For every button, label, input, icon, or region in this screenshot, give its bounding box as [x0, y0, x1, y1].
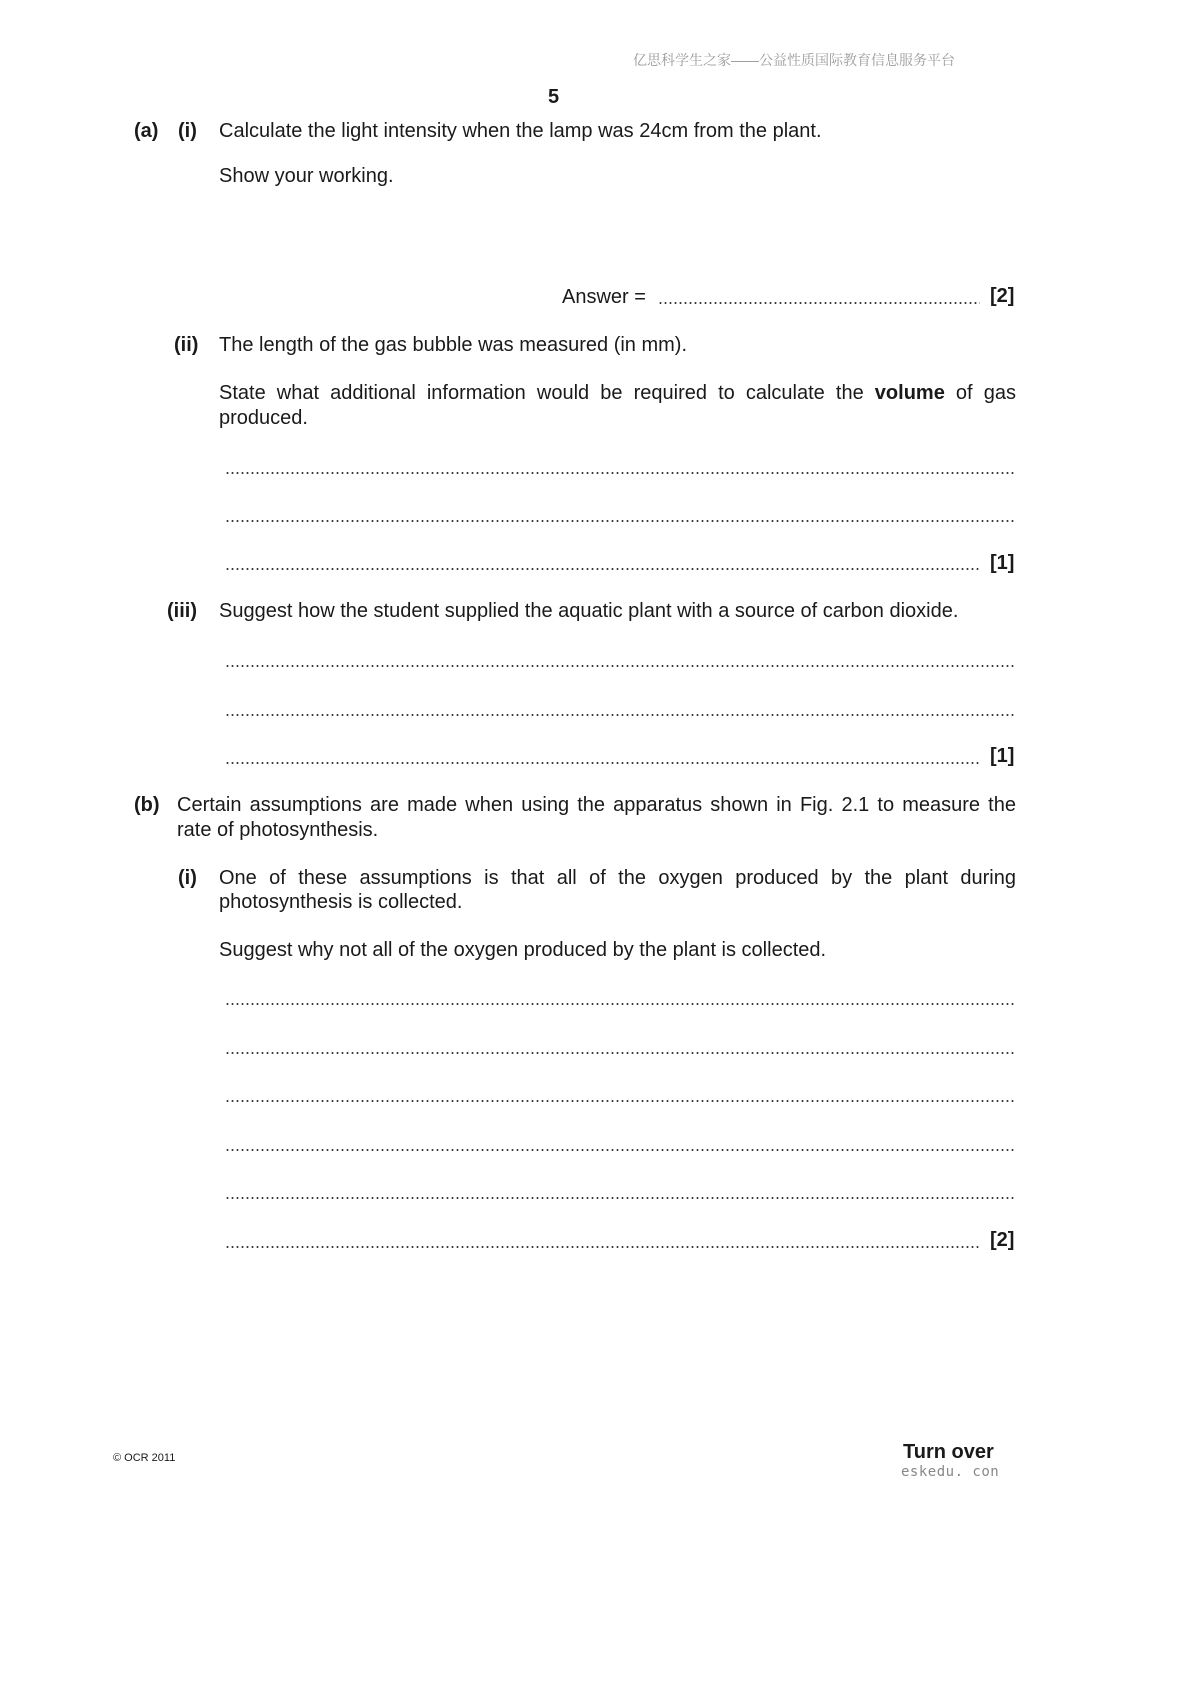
answer-line[interactable]	[225, 1246, 981, 1248]
prompt-word: information	[426, 382, 526, 404]
part-b-i-marks: [2]	[990, 1229, 1015, 1251]
part-b-intro-line2: rate of photosynthesis.	[177, 819, 379, 841]
part-a-label: (a)	[134, 120, 159, 142]
answer-line[interactable]	[225, 1052, 1015, 1054]
part-a-iii-label: (iii)	[167, 600, 197, 622]
prompt-word: what	[276, 382, 320, 404]
part-b-i-statement-line1: One of these assumptions is that all of the oxygen produced by the plant during	[219, 867, 1016, 889]
prompt-word: additional	[330, 382, 416, 404]
prompt-word: the	[835, 382, 864, 404]
part-a-ii-prompt	[219, 380, 1016, 406]
answer-line[interactable]	[225, 520, 1015, 522]
part-b-i-statement-line2: photosynthesis is collected.	[219, 891, 463, 913]
prompt-word: gas	[983, 382, 1016, 404]
part-a-ii-marks: [1]	[990, 552, 1015, 574]
answer-line[interactable]	[225, 472, 1015, 474]
prompt-word: State	[219, 382, 266, 404]
part-b-i-label: (i)	[178, 867, 197, 889]
answer-label: Answer =	[562, 286, 646, 308]
prompt-word: of	[955, 382, 973, 404]
prompt-word: would	[536, 382, 590, 404]
watermark-text: 亿思科学生之家——公益性质国际教育信息服务平台	[633, 52, 955, 68]
answer-line[interactable]	[225, 762, 981, 764]
answer-line[interactable]	[225, 1149, 1015, 1151]
part-a-ii-label: (ii)	[174, 334, 199, 356]
part-b-i-question: Suggest why not all of the oxygen produced by the plant is collected.	[219, 939, 827, 961]
turn-over-text: Turn over	[903, 1441, 994, 1463]
answer-line[interactable]	[225, 1197, 1015, 1199]
prompt-word: required	[633, 382, 707, 404]
page-number: 5	[548, 86, 560, 108]
part-a-ii-question: The length of the gas bubble was measured (in mm).	[219, 334, 688, 356]
prompt-bold-word: volume	[874, 382, 945, 404]
prompt-word: be	[600, 382, 623, 404]
part-a-i-question: Calculate the light intensity when the lamp was 24cm from the plant.	[219, 120, 822, 142]
part-a-i-marks: [2]	[990, 285, 1015, 307]
part-a-i-instruction: Show your working.	[219, 165, 394, 187]
prompt-word: calculate	[745, 382, 825, 404]
part-a-iii-marks: [1]	[990, 745, 1015, 767]
answer-line[interactable]	[658, 302, 980, 304]
answer-line[interactable]	[225, 714, 1015, 716]
site-watermark: eskedu. con	[901, 1464, 1000, 1480]
answer-line[interactable]	[225, 1100, 1015, 1102]
part-a-i-label: (i)	[178, 120, 197, 142]
part-a-ii-prompt-line2: produced.	[219, 407, 308, 429]
part-b-label: (b)	[134, 794, 160, 816]
answer-line[interactable]	[225, 665, 1015, 667]
part-a-iii-question: Suggest how the student supplied the aquatic plant with a source of carbon dioxide.	[219, 600, 959, 622]
prompt-word: to	[718, 382, 735, 404]
answer-line[interactable]	[225, 1003, 1015, 1005]
copyright-text: © OCR 2011	[113, 1452, 176, 1464]
answer-line[interactable]	[225, 568, 981, 570]
part-b-intro-line1: Certain assumptions are made when using the apparatus shown in Fig. 2.1 to measure the	[177, 794, 1016, 816]
